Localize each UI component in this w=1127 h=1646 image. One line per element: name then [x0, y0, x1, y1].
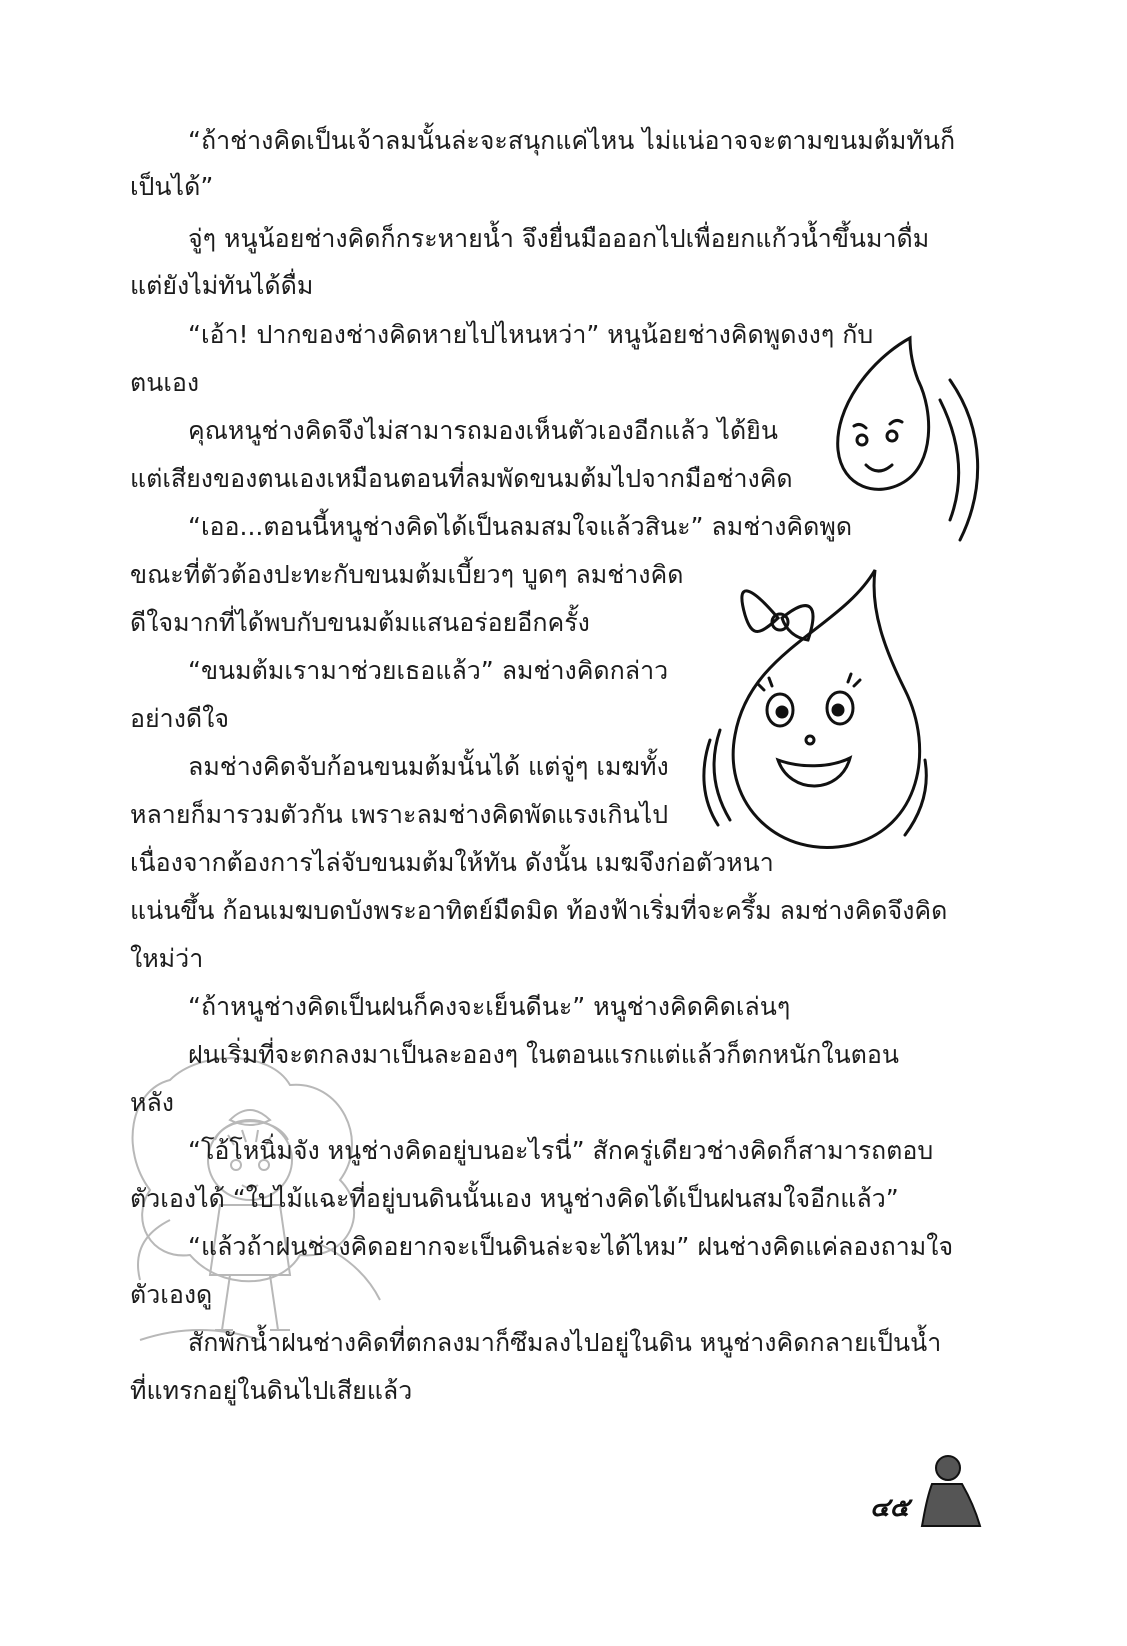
text-line-22: “โอ้โหนิ่มจัง หนูช่างคิดอยู่บนอะไรนี่” สักครู่เดียวช่างคิดก็สามารถตอบ	[188, 1136, 934, 1165]
text-line-8: แต่เสียงของตนเองเหมือนตอนที่ลมพัดขนมต้มไปจากมือช่างคิด	[130, 464, 793, 493]
text-line-24: “แล้วถ้าฝนช่างคิดอยากจะเป็นดินล่ะจะได้ไหม” ฝนช่างคิดแค่ลองถามใจ	[188, 1232, 954, 1261]
text-line-10: ขณะที่ตัวต้องปะทะกับขนมต้มเบี้ยวๆ บูดๆ ลมช่างคิด	[130, 560, 684, 589]
text-line-15: หลายก็มารวมตัวกัน เพราะลมช่างคิดพัดแรงเกินไป	[130, 800, 669, 829]
large-drop-character	[690, 560, 950, 890]
text-line-18: ใหม่ว่า	[130, 944, 204, 973]
page-number: ๔๕	[870, 1493, 910, 1523]
text-line-4: แต่ยังไม่ทันได้ดื่ม	[130, 271, 314, 300]
text-line-12: “ขนมต้มเรามาช่วยเธอแล้ว” ลมช่างคิดกล่าว	[188, 656, 669, 685]
text-line-1: “ถ้าช่างคิดเป็นเจ้าลมนั้นล่ะจะสนุกแค่ไหน ไม่แน่อาจจะตามขนมต้มทันก็	[188, 126, 956, 155]
text-line-23: ตัวเองได้ “ใบไม้แฉะที่อยู่บนดินนั้นเอง หนูช่างคิดได้เป็นฝนสมใจอีกแล้ว”	[130, 1184, 899, 1213]
text-line-17: แน่นขึ้น ก้อนเมฆบดบังพระอาทิตย์มืดมิด ท้องฟ้าเริ่มที่จะครึ้ม ลมช่างคิดจึงคิด	[130, 896, 948, 925]
text-line-13: อย่างดีใจ	[130, 704, 229, 733]
text-line-9: “เออ...ตอนนี้หนูช่างคิดได้เป็นลมสมใจแล้วสินะ” ลมช่างคิดพูด	[188, 512, 853, 541]
corner-illustration	[918, 1450, 988, 1530]
text-line-7: คุณหนูช่างคิดจึงไม่สามารถมองเห็นตัวเองอีกแล้ว ได้ยิน	[188, 416, 778, 445]
text-line-25: ตัวเองดู	[130, 1280, 213, 1309]
text-line-3: จู่ๆ หนูน้อยช่างคิดก็กระหายน้ำ จึงยื่นมือออกไปเพื่อยกแก้วน้ำขึ้นมาดื่ม	[188, 224, 930, 253]
text-line-20: ฝนเริ่มที่จะตกลงมาเป็นละอองๆ ในตอนแรกแต่แล้วก็ตกหนักในตอน	[188, 1040, 900, 1069]
text-line-26: สักพักน้ำฝนช่างคิดที่ตกลงมาก็ซึมลงไปอยู่ในดิน หนูช่างคิดกลายเป็นน้ำ	[188, 1328, 942, 1357]
text-line-2: เป็นได้”	[130, 172, 214, 201]
text-line-27: ที่แทรกอยู่ในดินไปเสียแล้ว	[130, 1376, 413, 1405]
text-line-11: ดีใจมากที่ได้พบกับขนมต้มแสนอร่อยอีกครั้ง	[130, 608, 590, 637]
text-line-6: ตนเอง	[130, 368, 200, 397]
text-line-19: “ถ้าหนูช่างคิดเป็นฝนก็คงจะเย็นดีนะ” หนูช่างคิดคิดเล่นๆ	[188, 992, 791, 1021]
text-line-14: ลมช่างคิดจับก้อนขนมต้มนั้นได้ แต่จู่ๆ เมฆทั้ง	[188, 752, 669, 781]
text-line-21: หลัง	[130, 1088, 175, 1117]
text-line-5: “เอ้า! ปากของช่างคิดหายไปไหนหว่า” หนูน้อยช่างคิดพูดงงๆ กับ	[188, 320, 874, 349]
text-line-16: เนื่องจากต้องการไล่จับขนมต้มให้ทัน ดังนั้น เมฆจึงก่อตัวหนา	[130, 848, 774, 877]
